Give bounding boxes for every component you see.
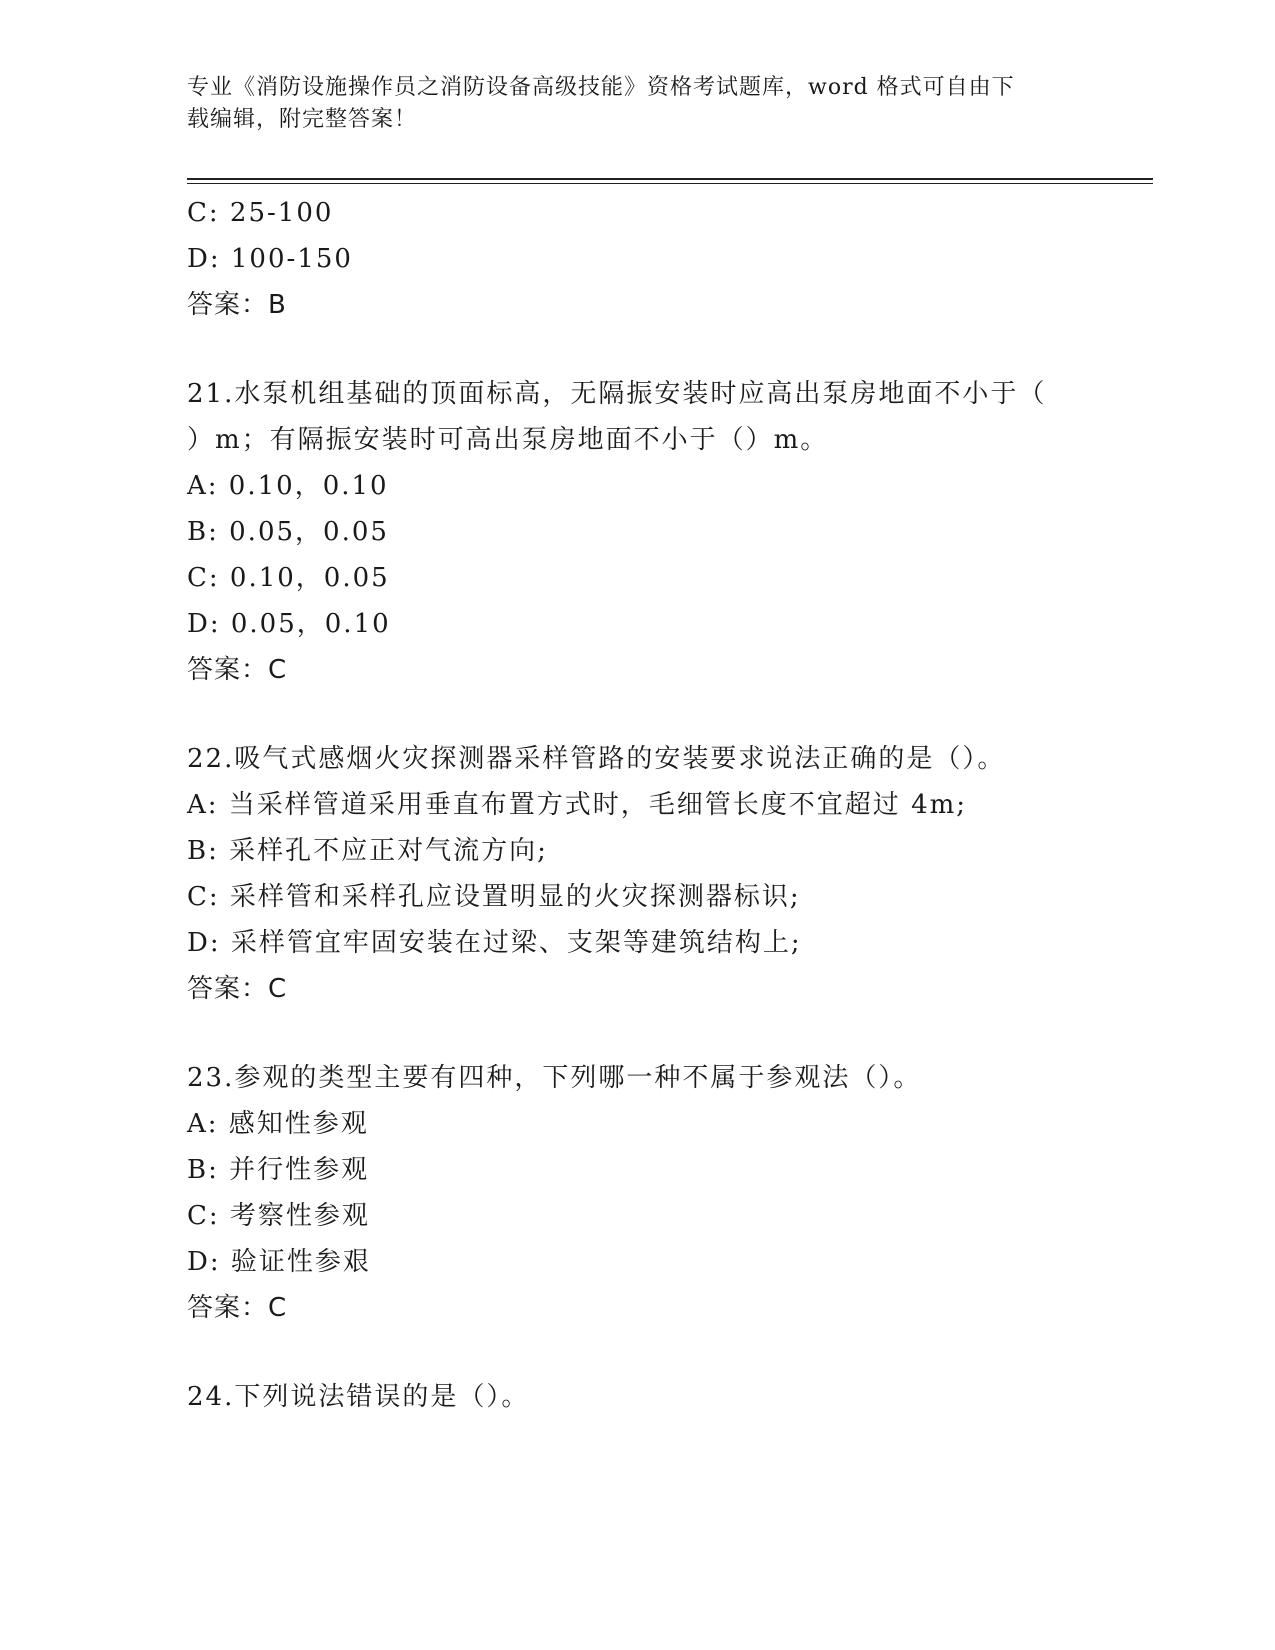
option-c: C: 采样管和采样孔应设置明显的火灾探测器标识;: [187, 882, 801, 912]
question-title: 23.参观的类型主要有四种，下列哪一种不属于参观法（）。: [187, 1063, 922, 1093]
option-d: D: 100-150: [187, 244, 353, 274]
header-divider-thick: [187, 178, 1153, 180]
option-c: C: 0.10，0.05: [187, 563, 390, 593]
option-d: D: 采样管宜牢固安装在过梁、支架等建筑结构上;: [187, 928, 802, 958]
header-line-1: 专业《消防设施操作员之消防设备高级技能》资格考试题库，word 格式可自由下: [187, 75, 1015, 100]
document-header: [187, 72, 1087, 136]
option-a: A: 0.10，0.10: [187, 471, 389, 501]
header-divider-thin: [187, 183, 1153, 184]
option-c: C: 考察性参观: [187, 1201, 370, 1231]
question-title: 24.下列说法错误的是（）。: [187, 1382, 530, 1412]
option-c: C: 25-100: [187, 198, 334, 228]
question-title-line-2: ）m；有隔振安装时可高出泵房地面不小于（）m。: [187, 425, 829, 455]
question-23: [187, 1055, 1137, 1331]
option-d: D: 验证性参艰: [187, 1247, 371, 1277]
option-b: B: 采样孔不应正对气流方向;: [187, 836, 548, 866]
answer: 答案：C: [187, 655, 288, 685]
option-d: D: 0.05，0.10: [187, 609, 391, 639]
question-22: [187, 736, 1137, 1012]
option-b: B: 并行性参观: [187, 1155, 370, 1185]
answer: 答案：C: [187, 974, 288, 1004]
option-a: A: 感知性参观: [187, 1109, 369, 1139]
question-21: [187, 371, 1137, 693]
question-title-line-1: 21.水泵机组基础的顶面标高，无隔振安装时应高出泵房地面不小于（: [187, 379, 1047, 409]
question-24: [187, 1374, 1137, 1420]
option-a: A: 当采样管道采用垂直布置方式时，毛细管长度不宜超过 4m;: [187, 790, 968, 820]
question-20: [187, 190, 1137, 328]
question-list: [187, 190, 1137, 1420]
answer: 答案：B: [187, 290, 287, 320]
option-b: B: 0.05，0.05: [187, 517, 389, 547]
answer: 答案：C: [187, 1293, 288, 1323]
header-line-2: 载编辑，附完整答案！: [187, 107, 418, 132]
question-title: 22.吸气式感烟火灾探测器采样管路的安装要求说法正确的是（）。: [187, 744, 1006, 774]
